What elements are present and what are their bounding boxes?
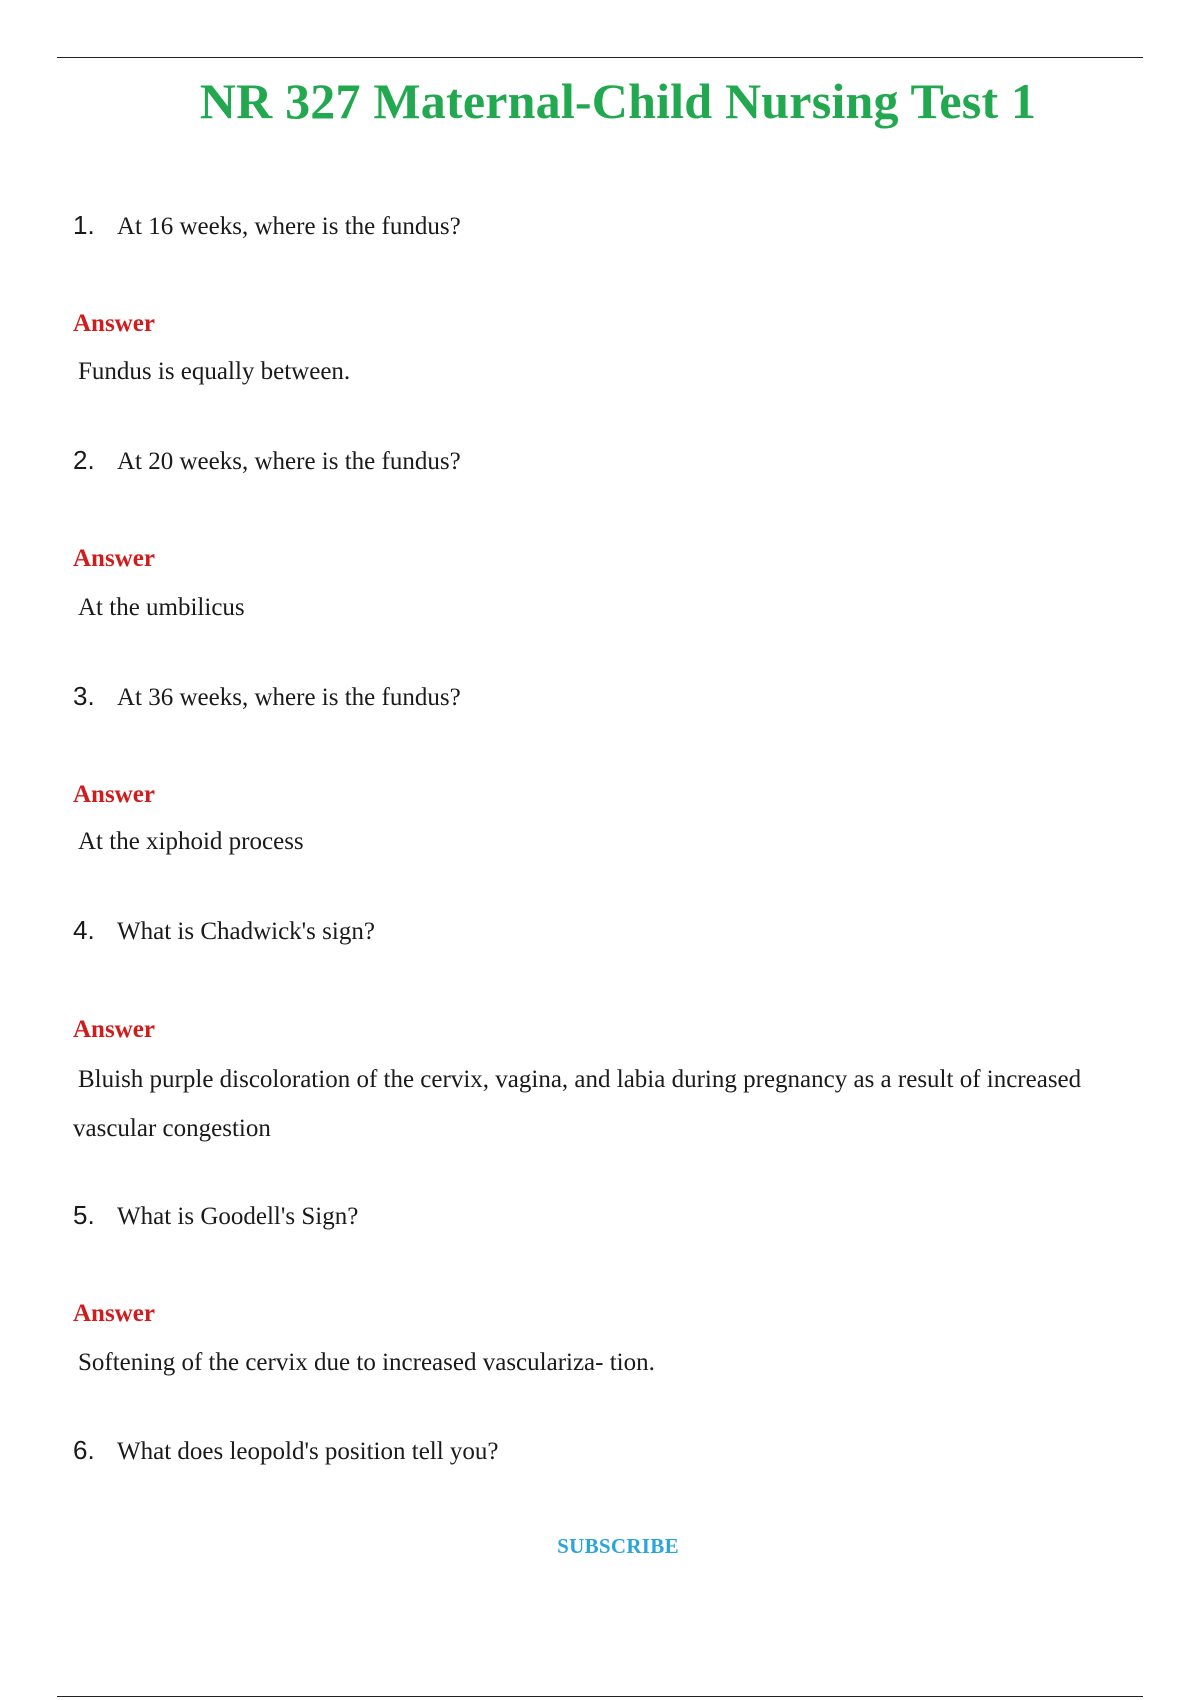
question-text: What is Goodell's Sign?	[117, 1203, 359, 1230]
answer-text-5: Softening of the cervix due to increased vasculariza- tion.	[78, 1349, 655, 1376]
bottom-divider	[57, 1696, 1143, 1697]
answer-label-3: Answer	[73, 781, 155, 808]
question-number: 6.	[73, 1435, 95, 1465]
question-text: What is Chadwick's sign?	[117, 918, 375, 945]
question-number: 4.	[73, 915, 95, 945]
question-number: 3.	[73, 681, 95, 711]
answer-label-1: Answer	[73, 310, 155, 337]
question-3	[73, 681, 461, 712]
answer-text-4: Bluish purple discoloration of the cervix, vagina, and labia during pregnancy as a result of increased vascular congestion	[73, 1066, 1082, 1142]
question-6	[73, 1435, 499, 1466]
question-number: 1.	[73, 210, 95, 240]
question-2	[73, 445, 461, 476]
answer-text-1: Fundus is equally between.	[78, 358, 351, 385]
subscribe-link[interactable]: SUBSCRIBE	[557, 1534, 679, 1558]
question-text: At 20 weeks, where is the fundus?	[117, 448, 461, 475]
question-number: 2.	[73, 445, 95, 475]
question-number: 5.	[73, 1200, 95, 1230]
answer-label-5: Answer	[73, 1300, 155, 1327]
answer-text-2: At the umbilicus	[78, 594, 245, 621]
question-5	[73, 1200, 358, 1231]
answer-label-4: Answer	[73, 1016, 155, 1043]
answer-text-3: At the xiphoid process	[78, 828, 304, 855]
question-text: At 36 weeks, where is the fundus?	[117, 684, 461, 711]
document-title: NR 327 Maternal-Child Nursing Test 1	[199, 73, 1037, 129]
question-text: What does leopold's position tell you?	[117, 1438, 499, 1465]
question-1	[73, 210, 461, 241]
answer-label-2: Answer	[73, 545, 155, 572]
question-4	[73, 915, 375, 946]
top-divider	[57, 57, 1143, 58]
question-text: At 16 weeks, where is the fundus?	[117, 213, 461, 240]
